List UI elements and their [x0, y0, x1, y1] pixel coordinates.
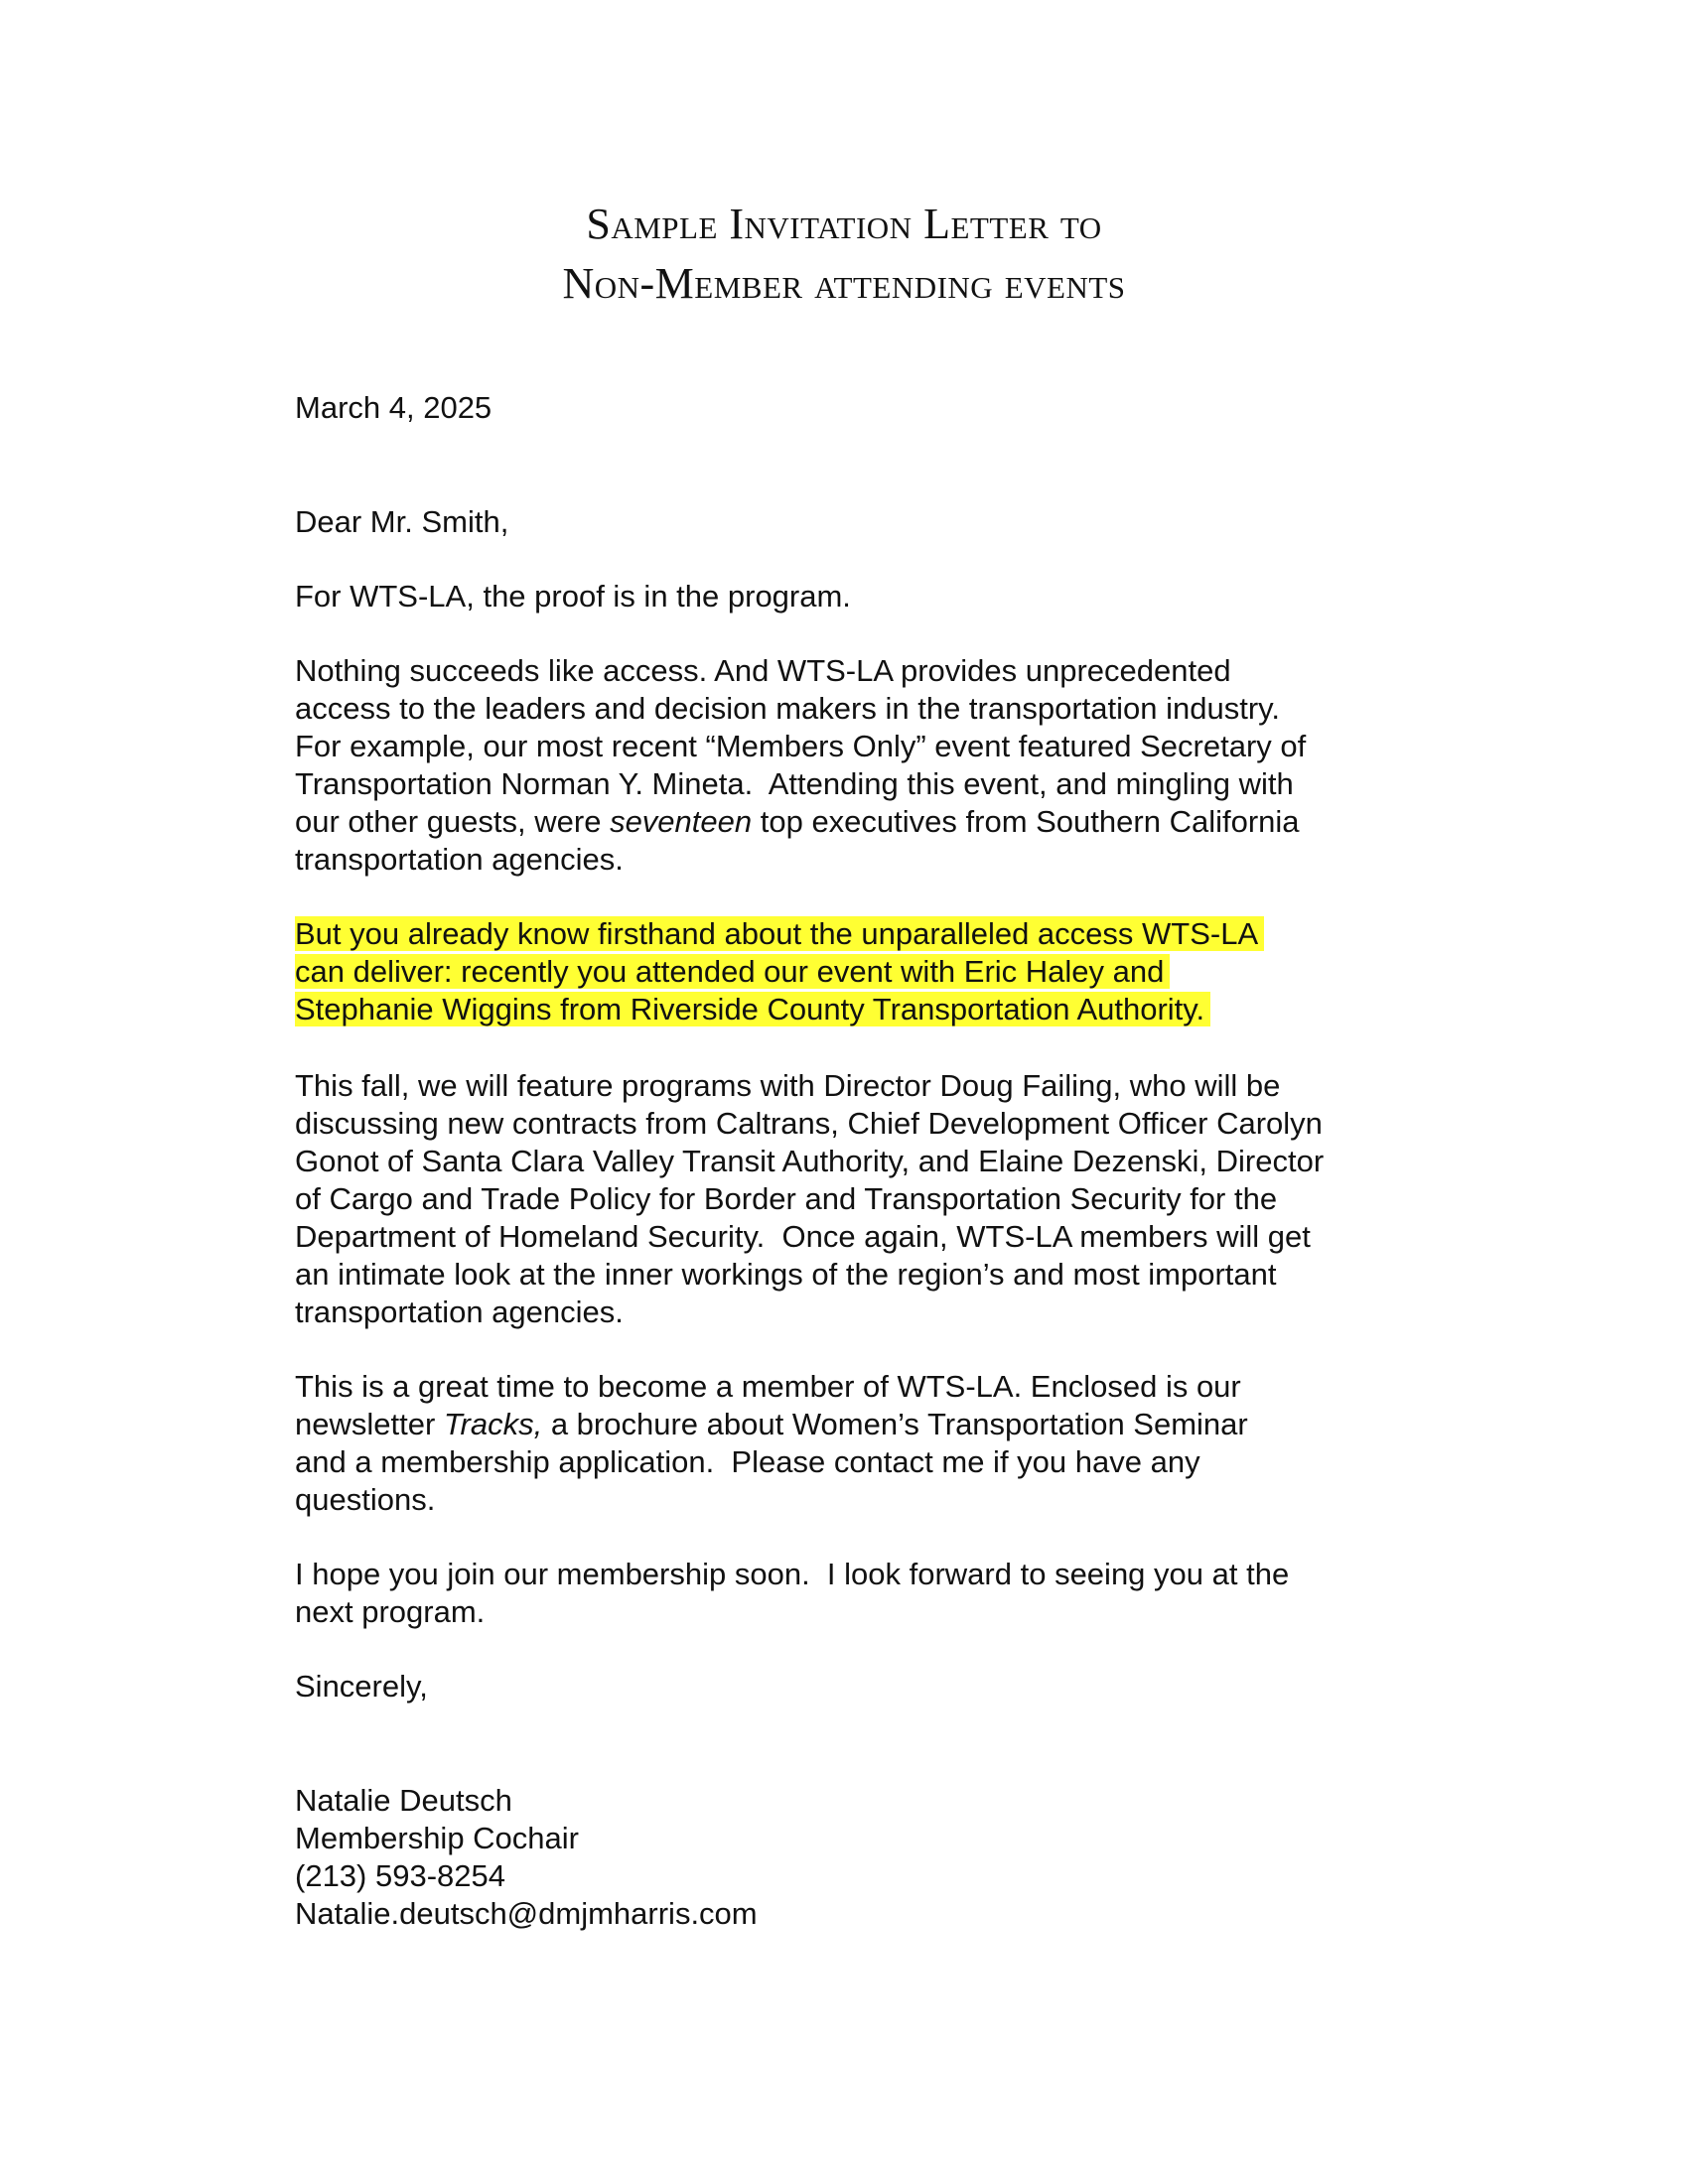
signature-email: Natalie.deutsch@dmjmharris.com: [295, 1896, 758, 1931]
paragraph3-line: This fall, we will feature programs with Director Doug Failing, who will be: [295, 1068, 1281, 1103]
emphasis-text: seventeen: [610, 804, 753, 839]
text-segment: our other guests, were: [295, 804, 611, 839]
intro-line: For WTS-LA, the proof is in the program.: [295, 579, 851, 614]
highlight-text: But you already know firsthand about the unparalleled access WTS-LA: [295, 916, 1264, 951]
title-line-1: Sample Invitation Letter to: [586, 200, 1102, 248]
paragraph1-line: access to the leaders and decision makers in the transportation industry.: [295, 691, 1280, 726]
highlighted-line: [295, 953, 1170, 991]
highlight-text: Stephanie Wiggins from Riverside County Transportation Authority.: [295, 992, 1210, 1026]
signature-role: Membership Cochair: [295, 1821, 579, 1855]
paragraph3-line: transportation agencies.: [295, 1295, 624, 1329]
paragraph4-line: questions.: [295, 1482, 436, 1517]
closing: Sincerely,: [295, 1669, 428, 1704]
paragraph3-line: discussing new contracts from Caltrans, Chief Development Officer Carolyn: [295, 1106, 1323, 1141]
paragraph4-line: and a membership application. Please contact me if you have any: [295, 1444, 1200, 1479]
paragraph3-line: an intimate look at the inner workings of the region’s and most important: [295, 1257, 1277, 1292]
paragraph5-line: I hope you join our membership soon. I look forward to seeing you at the: [295, 1557, 1290, 1591]
paragraph3-line: of Cargo and Trade Policy for Border and Transportation Security for the: [295, 1181, 1278, 1216]
letter-date: March 4, 2025: [295, 390, 492, 425]
signature-name: Natalie Deutsch: [295, 1783, 512, 1818]
paragraph4-line: This is a great time to become a member of WTS-LA. Enclosed is our: [295, 1369, 1241, 1404]
paragraph1-line: Nothing succeeds like access. And WTS-LA provides unprecedented: [295, 653, 1231, 688]
newsletter-title: Tracks,: [443, 1407, 543, 1441]
paragraph1-line: [295, 803, 1300, 841]
title-line-2: Non-Member attending events: [562, 259, 1126, 308]
text-segment: a brochure about Women’s Transportation Seminar: [542, 1407, 1248, 1441]
paragraph1-line: transportation agencies.: [295, 842, 624, 877]
highlight-text: can deliver: recently you attended our event with Eric Haley and: [295, 954, 1170, 989]
highlighted-line: [295, 991, 1210, 1028]
paragraph3-line: Gonot of Santa Clara Valley Transit Authority, and Elaine Dezenski, Director: [295, 1144, 1325, 1178]
paragraph5-line: next program.: [295, 1594, 486, 1629]
signature-phone: (213) 593-8254: [295, 1858, 505, 1893]
paragraph1-line: Transportation Norman Y. Mineta. Attending this event, and mingling with: [295, 766, 1294, 801]
salutation: Dear Mr. Smith,: [295, 504, 509, 539]
paragraph1-line: For example, our most recent “Members Only” event featured Secretary of: [295, 729, 1307, 763]
paragraph4-line: [295, 1406, 1248, 1443]
text-segment: top executives from Southern California: [752, 804, 1300, 839]
highlighted-line: [295, 915, 1264, 953]
text-segment: newsletter: [295, 1407, 444, 1441]
paragraph3-line: Department of Homeland Security. Once again, WTS-LA members will get: [295, 1219, 1311, 1254]
